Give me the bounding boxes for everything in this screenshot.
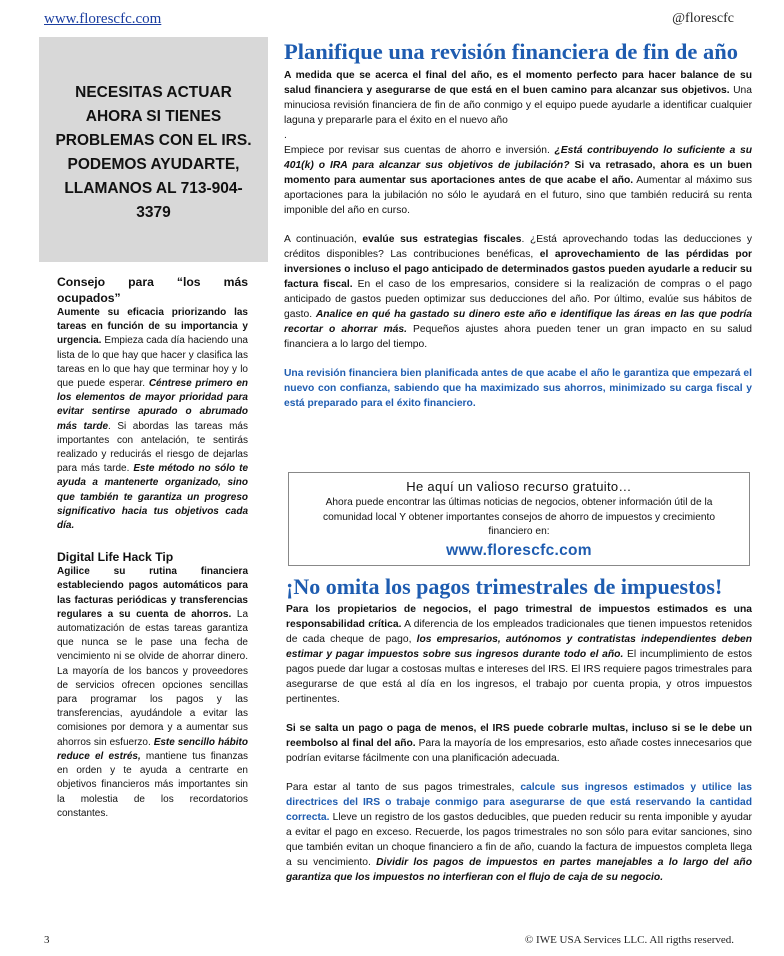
article1-title: Planifique una revisión financiera de fin de año — [284, 39, 739, 64]
tip2-heading: Digital Life Hack Tip — [57, 550, 174, 565]
article2-paragraph-2 — [286, 721, 752, 766]
article-year-end-review — [284, 38, 752, 411]
article1-p2-text2: Aumentar al máximo sus aportaciones para la jubilación no sólo le ayudará en el futuro, sino que también reducirá su renta imponible del año en curso. — [284, 175, 752, 216]
tip2-emphasis: Este sencillo hábito reduce el estrés, — [57, 736, 248, 762]
article1-p3-bold: evalúe sus estrategias fiscales — [362, 234, 522, 245]
article1-paragraph-1 — [284, 68, 752, 128]
article2-p3-text: Para estar al tanto de sus pagos trimestrales, — [286, 782, 521, 793]
sidebar — [39, 37, 268, 918]
resource-box-text: Ahora puede encontrar las últimas noticias de negocios, obtener información útil de la comunidad local Y obtener importantes consejos de ahorro de impuestos y crecimiento financiero en: — [322, 497, 716, 538]
article1-p1-text: Una minuciosa revisión financiera de fin de año conmigo y el equipo puede ayudarle a identificar cualquier laguna y prepararle para el éxito en el nuevo año — [284, 85, 752, 126]
article2-p3-emphasis: Dividir los pagos de impuestos en partes manejables a lo largo del año garantiza que los impuestos no interfieran con el flujo de caja de su negocio. — [286, 857, 752, 883]
website-link[interactable]: www.florescfc.com — [44, 11, 162, 27]
article1-p3-emphasis: Analice en qué ha gastado su dinero este año e identifique las áreas en las que podría recortar o ahorrar más. — [284, 309, 752, 335]
tip2-text2: mantiene tus finanzas en orden y te ayuda a centrarte en objetivos financieros más importantes sin la molestia de los recordatorios constantes. — [57, 750, 249, 819]
tip1-text: Empieza cada día haciendo una lista de lo que hay que hacer y clasifica las tareas en lo que hay que terminar hoy y lo que puede esperar. — [57, 335, 248, 390]
article1-p3-text2: . ¿Está aprovechando todas las deducciones y créditos disponibles? Las contribuciones benéficas, — [284, 234, 752, 260]
article1-p3-text4: Pequeños ajustes ahora pueden tener un gran impacto en su salud financiera a lo largo del tiempo. — [284, 324, 752, 350]
article2-p3-text2: Lleve un registro de los gastos deducibles, que pueden reducir su renta imponible y ayudar a evitar el pago en exceso. Recuerde, los pagos trimestrales no son sólo para evitar sanciones, sino que también evitan un choque financiero a fin de año, cuando la factura de impuestos completa llega a su vencimiento. — [286, 812, 752, 868]
article2-p3-highlight: calcule sus ingresos estimados y utilice las directrices del IRS o trabaje conmigo para asegurarse de que está reservando la cantidad correcta. — [286, 782, 752, 823]
sidebar-callout — [39, 37, 268, 262]
article2-p2-lead: Si se salta un pago o paga de menos, el IRS puede cobrarle multas, incluso si se le debe un reembolso al final del año. — [286, 723, 752, 749]
article2-title: ¡No omita los pagos trimestrales de impuestos! — [286, 574, 723, 599]
tip2-lead: Agilice su rutina financiera estableciendo pagos automáticos para las facturas periódicas y transferencias regulares a su cuenta de ahorros. — [57, 566, 248, 620]
copyright-notice: © IWE USA Services LLC. All rigths reserved. — [524, 934, 734, 946]
article1-paragraph-2 — [284, 143, 752, 218]
tip2-text: La automatización de estas tareas garantiza que nunca se le pase una fecha de vencimiento ni se olvide de ahorrar dinero. La mayoría de los bancos y proveedores de servicios ofrecen opciones sencillas para programar los pagos y las transferencias, ayudándole a evitar las comisiones por demora y a aumentar sus ahorros sin esfuerzo. — [57, 608, 249, 748]
resource-box-title: He aquí un valioso recurso gratuito… — [406, 479, 632, 494]
page-number: 3 — [44, 934, 50, 946]
tip1-lead: Aumente su eficacia priorizando las tareas en función de su importancia y urgencia. — [57, 307, 248, 347]
article1-conclusion: Una revisión financiera bien planificada antes de que acabe el año le garantiza que empezará el nuevo con confianza, sabiendo que ha maximizado sus ahorros, minimizado su carga fiscal y está preparado para el éxito financiero. — [284, 368, 752, 409]
tip1-body — [57, 306, 248, 533]
article1-p2-text: Empiece por revisar sus cuentas de ahorro e inversión. — [284, 145, 555, 156]
tip2-body — [57, 565, 248, 821]
tip1-text2: . Si abordas las tareas más importantes con antelación, te sentirás realizado y reducirás el riesgo de dejarlas para más tarde. — [57, 420, 248, 475]
article-quarterly-taxes — [286, 574, 752, 885]
article1-p3-bold2: el aprovechamiento de las pérdidas por inversiones o incluso el pago anticipado de determinados gastos pueden ayudarle a reducir su factura fiscal. — [284, 249, 752, 290]
article1-paragraph-3 — [284, 232, 752, 352]
article2-paragraph-3 — [286, 780, 752, 885]
article2-p2-text: Para la mayoría de los empresarios, esto añade costes innecesarios que podrían evitarse fácilmente con una planificación adecuada. — [286, 738, 752, 764]
article2-p1-text: A diferencia de los empleados tradicionales que tienen impuestos retenidos de cada cheque de pago, — [286, 619, 752, 645]
tip1-emphasis: Céntrese primero en los elementos de mayor prioridad para evitar sentirse apurado o abrumado más tarde — [57, 378, 248, 432]
article2-p1-lead: Para los propietarios de negocios, el pago trimestral de impuestos estimados es una responsabilidad crítica. — [286, 604, 752, 630]
article1-p3-text: A continuación, — [284, 234, 363, 245]
article1-p1-lead: A medida que se acerca el final del año, es el momento perfecto para hacer balance de su salud financiera y asegurarse de que está en el buen camino para alcanzar sus objetivos. — [284, 70, 752, 96]
sidebar-cta-text: NECESITAS ACTUAR AHORA SI TIENES PROBLEMAS CON EL IRS. PODEMOS AYUDARTE, LLAMANOS AL 713-904-3379 — [55, 84, 252, 221]
article2-paragraph-1 — [286, 602, 752, 707]
article1-p2-question: ¿Está contribuyendo lo suficiente a su 401(k) o IRA para alcanzar sus objetivos de jubilación? — [284, 145, 752, 171]
sidebar-tips — [39, 262, 268, 918]
tip1-emphasis2: Este método no sólo te ayuda a mantenerte organizado, sino que también te garantiza un progreso significativo hacia tus objetivos cada día. — [57, 463, 249, 532]
article1-p1-dot: . — [284, 130, 287, 141]
resource-box-link[interactable]: www.florescfc.com — [446, 541, 592, 559]
article1-p3-text3: En el caso de los empresarios, considere si la realización de compras o el pago anticipado de gastos pueden optimizar sus deducciones del año. Por último, evalúe sus hábitos de gasto. — [284, 279, 752, 320]
tip1-heading: Consejo para “los más ocupados” — [57, 275, 248, 305]
article2-p1-text2: El incumplimiento de estos pagos puede dar lugar a costosas multas e intereses del IRS. El IRS requiere pagos trimestrales para asegurarse de que está al día en los ingresos, el trabajo por cuenta propia, y otros impuestos pertinentes. — [286, 649, 752, 705]
resource-box — [288, 472, 750, 566]
article1-p2-bold: Si va retrasado, ahora es un buen momento para aumentar sus aportaciones antes de que acabe el año. — [284, 160, 753, 186]
social-handle: @florescfc — [672, 11, 734, 26]
article2-p1-emphasis: los empresarios, autónomos y contratistas independientes deben estimar y pagar impuestos sobre sus ingresos durante todo el año. — [286, 634, 752, 660]
